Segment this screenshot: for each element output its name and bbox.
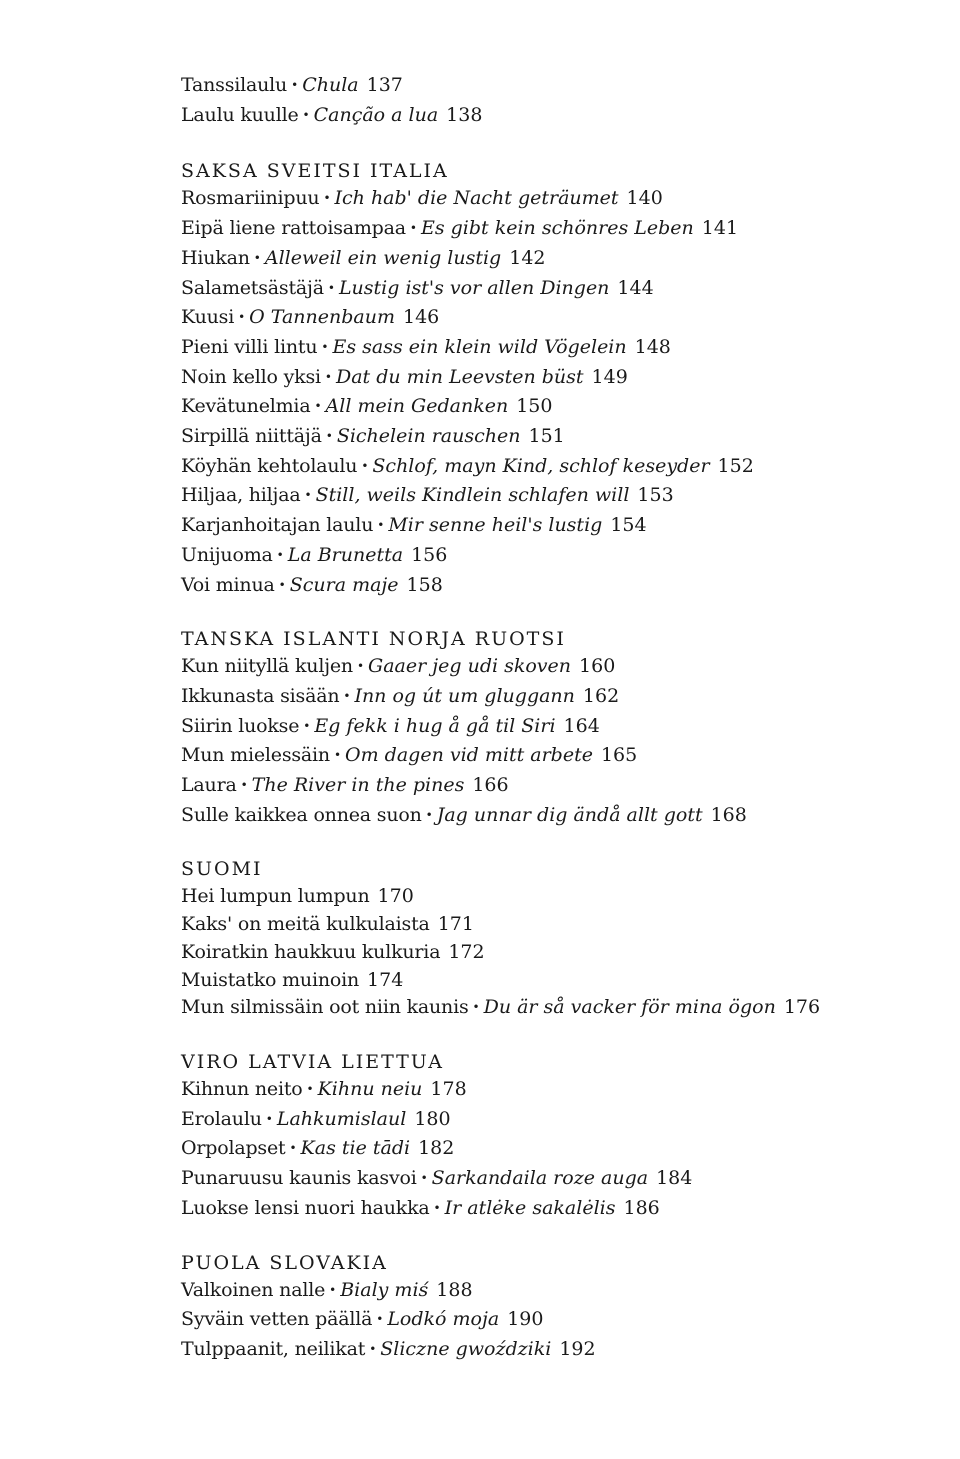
page-number: 168 bbox=[710, 803, 747, 826]
bullet-separator-icon: • bbox=[304, 488, 312, 503]
original-title: Inn og út um gluggann bbox=[354, 684, 575, 707]
toc-entry[interactable] bbox=[181, 72, 921, 102]
original-title: Dat du min Leevsten büst bbox=[335, 365, 584, 388]
page-number: 150 bbox=[516, 395, 553, 418]
toc-section-suomi bbox=[181, 855, 921, 1024]
finnish-title: Kevätunelmia bbox=[181, 395, 311, 418]
bullet-separator-icon: • bbox=[276, 547, 284, 562]
finnish-title: Hiukan bbox=[181, 246, 250, 269]
original-title: Eg fekk i hug å gå til Siri bbox=[314, 714, 556, 737]
original-title: Schlof, mayn Kind, schlof keseyder bbox=[372, 454, 710, 477]
original-title: Lodkó moja bbox=[387, 1308, 500, 1331]
section-heading: SUOMI bbox=[181, 858, 263, 881]
toc-entry[interactable] bbox=[181, 802, 921, 832]
bullet-separator-icon: • bbox=[420, 1171, 428, 1186]
toc-entry[interactable] bbox=[181, 453, 921, 483]
bullet-separator-icon: • bbox=[265, 1111, 273, 1126]
page-number: 192 bbox=[559, 1337, 596, 1360]
page-number: 162 bbox=[582, 684, 620, 707]
bullet-separator-icon: • bbox=[472, 1000, 480, 1015]
page-number: 149 bbox=[591, 365, 628, 388]
toc-entry[interactable] bbox=[181, 102, 921, 132]
toc-entry[interactable] bbox=[181, 304, 921, 334]
bullet-separator-icon: • bbox=[302, 107, 310, 122]
toc-entry[interactable] bbox=[181, 772, 921, 802]
page-number: 164 bbox=[563, 714, 600, 737]
toc-entry[interactable] bbox=[181, 364, 921, 394]
finnish-title: Ikkunasta sisään bbox=[181, 684, 340, 707]
finnish-title: Valkoinen nalle bbox=[181, 1278, 326, 1301]
finnish-title: Köyhän kehtolaulu bbox=[181, 454, 358, 477]
toc-entry[interactable] bbox=[181, 334, 921, 364]
bullet-separator-icon: • bbox=[409, 221, 417, 236]
toc-entry[interactable] bbox=[181, 512, 921, 542]
finnish-title: Salametsästäjä bbox=[181, 276, 324, 299]
toc-entry[interactable] bbox=[181, 967, 921, 995]
original-title: All mein Gedanken bbox=[325, 395, 509, 418]
bullet-separator-icon: • bbox=[321, 339, 329, 354]
finnish-title: Mun mielessäin bbox=[181, 744, 330, 767]
original-title: Ir atlėke sakalėlis bbox=[444, 1196, 616, 1219]
toc-entry[interactable] bbox=[181, 1277, 921, 1307]
toc-entry[interactable] bbox=[181, 185, 921, 215]
toc-entry[interactable] bbox=[181, 275, 921, 305]
bullet-separator-icon: • bbox=[333, 748, 342, 763]
bullet-separator-icon: • bbox=[356, 659, 365, 674]
original-title: La Brunetta bbox=[287, 543, 404, 566]
page-number: 137 bbox=[366, 74, 403, 96]
original-title: Scura maje bbox=[289, 573, 399, 596]
original-title: Sarkandaila roze auga bbox=[431, 1167, 649, 1190]
finnish-title: Sirpillä niittäjä bbox=[181, 425, 322, 448]
section-heading: SAKSA SVEITSI ITALIA bbox=[181, 160, 449, 183]
toc-entry[interactable] bbox=[181, 423, 921, 453]
page-number: 160 bbox=[579, 655, 616, 678]
toc-entry[interactable] bbox=[181, 245, 921, 275]
original-title: Kihnu neiu bbox=[317, 1077, 423, 1100]
page-number: 140 bbox=[626, 187, 663, 210]
section-heading: PUOLA SLOVAKIA bbox=[181, 1251, 388, 1274]
finnish-title: Voi minua bbox=[181, 573, 275, 596]
original-title: Om dagen vid mitt arbete bbox=[345, 744, 593, 767]
toc-entry[interactable] bbox=[181, 542, 921, 572]
original-title: O Tannenbaum bbox=[249, 306, 395, 329]
bullet-separator-icon: • bbox=[327, 280, 335, 295]
original-title: Jag unnar dig ändå allt gott bbox=[436, 803, 703, 826]
original-title: Bialy miś bbox=[340, 1278, 429, 1301]
finnish-title: Tanssilaulu bbox=[181, 74, 288, 96]
toc-entry[interactable] bbox=[181, 1076, 921, 1106]
toc-entry[interactable] bbox=[181, 1336, 921, 1366]
page-number: 176 bbox=[783, 996, 821, 1019]
finnish-title: Kihnun neito bbox=[181, 1077, 303, 1100]
finnish-title: Kaks' on meitä kulkulaista bbox=[181, 913, 430, 936]
bullet-separator-icon: • bbox=[343, 688, 351, 703]
page-number: 144 bbox=[617, 276, 654, 299]
finnish-title: Punaruusu kaunis kasvoi bbox=[181, 1167, 417, 1190]
finnish-title: Eipä liene rattoisampaa bbox=[181, 217, 406, 240]
toc-entry[interactable] bbox=[181, 653, 921, 683]
bullet-separator-icon: • bbox=[361, 458, 369, 473]
bullet-separator-icon: • bbox=[325, 429, 333, 444]
page-number: 188 bbox=[436, 1278, 473, 1301]
page-number: 156 bbox=[411, 543, 448, 566]
finnish-title: Luokse lensi nuori haukka bbox=[181, 1196, 430, 1219]
finnish-title: Tulppaanit, neilikat bbox=[181, 1337, 366, 1360]
bullet-separator-icon: • bbox=[278, 577, 286, 592]
toc-entry[interactable] bbox=[181, 482, 921, 512]
finnish-title: Muistatko muinoin bbox=[181, 968, 360, 991]
finnish-title: Unijuoma bbox=[181, 543, 273, 566]
finnish-title: Kun niityllä kuljen bbox=[181, 655, 353, 678]
toc-entry[interactable] bbox=[181, 1106, 921, 1136]
finnish-title: Siirin luokse bbox=[181, 714, 300, 737]
page-number: 172 bbox=[448, 940, 485, 963]
original-title: The River in the pines bbox=[251, 774, 465, 797]
toc-section-saksa-sveitsi-italia bbox=[181, 157, 921, 601]
finnish-title: Karjanhoitajan laulu bbox=[181, 514, 374, 537]
original-title: Lustig ist's vor allen Dingen bbox=[338, 276, 610, 299]
finnish-title: Hiljaa, hiljaa bbox=[181, 484, 301, 507]
original-title: Chula bbox=[302, 74, 359, 96]
page-number: 153 bbox=[637, 484, 674, 507]
finnish-title: Orpolapset bbox=[181, 1137, 286, 1160]
page-number: 165 bbox=[600, 744, 638, 767]
bullet-separator-icon: • bbox=[291, 78, 299, 92]
bullet-separator-icon: • bbox=[369, 1341, 377, 1356]
finnish-title: Koiratkin haukkuu kulkuria bbox=[181, 940, 441, 963]
bullet-separator-icon: • bbox=[303, 718, 311, 733]
page-number: 174 bbox=[367, 968, 404, 991]
page-number: 186 bbox=[623, 1196, 660, 1219]
bullet-separator-icon: • bbox=[433, 1200, 441, 1215]
original-title: Gaaer jeg udi skoven bbox=[368, 655, 572, 678]
page-number: 158 bbox=[406, 573, 443, 596]
finnish-title: Mun silmissäin oot niin kaunis bbox=[181, 996, 469, 1019]
finnish-title: Pieni villi lintu bbox=[181, 335, 318, 358]
original-title: Alleweil ein wenig lustig bbox=[264, 246, 502, 269]
bullet-separator-icon: • bbox=[240, 778, 248, 793]
original-title: Still, weils Kindlein schlafen will bbox=[315, 484, 630, 507]
original-title: Es gibt kein schönres Leben bbox=[420, 217, 694, 240]
bullet-separator-icon: • bbox=[289, 1141, 297, 1156]
bullet-separator-icon: • bbox=[306, 1081, 314, 1096]
page-number: 151 bbox=[528, 425, 565, 448]
original-title: Mir senne heil's lustig bbox=[388, 514, 603, 537]
bullet-separator-icon: • bbox=[238, 310, 246, 325]
page-number: 142 bbox=[509, 246, 546, 269]
toc-entry[interactable] bbox=[181, 883, 921, 911]
toc-entry[interactable] bbox=[181, 572, 921, 602]
page-number: 180 bbox=[414, 1107, 451, 1130]
original-title: Es sass ein klein wild Vögelein bbox=[332, 335, 627, 358]
toc-entry[interactable] bbox=[181, 911, 921, 939]
table-of-contents bbox=[181, 72, 921, 1390]
bullet-separator-icon: • bbox=[323, 191, 331, 206]
toc-entry[interactable] bbox=[181, 713, 921, 743]
toc-entry[interactable] bbox=[181, 393, 921, 423]
page-number: 190 bbox=[507, 1308, 544, 1331]
toc-entry[interactable] bbox=[181, 215, 921, 245]
finnish-title: Syväin vetten päällä bbox=[181, 1308, 373, 1331]
original-title: Ich hab' die Nacht geträumet bbox=[334, 187, 619, 210]
toc-section-viro-latvia-liettua bbox=[181, 1048, 921, 1225]
bullet-separator-icon: • bbox=[376, 1312, 384, 1327]
page-number: 152 bbox=[717, 454, 754, 477]
section-heading: VIRO LATVIA LIETTUA bbox=[181, 1050, 444, 1073]
page-number: 141 bbox=[701, 217, 739, 240]
bullet-separator-icon: • bbox=[377, 518, 385, 533]
original-title: Sliczne gwoździki bbox=[380, 1337, 552, 1360]
bullet-separator-icon: • bbox=[253, 250, 261, 265]
finnish-title: Laura bbox=[181, 774, 237, 797]
page-number: 148 bbox=[634, 335, 671, 358]
page-number: 154 bbox=[610, 514, 647, 537]
finnish-title: Erolaulu bbox=[181, 1107, 262, 1130]
toc-entry[interactable] bbox=[181, 1135, 921, 1165]
page-number: 170 bbox=[377, 885, 414, 908]
finnish-title: Hei lumpun lumpun bbox=[181, 885, 370, 908]
bullet-separator-icon: • bbox=[329, 1282, 337, 1297]
toc-entry[interactable] bbox=[181, 1195, 921, 1225]
bullet-separator-icon: • bbox=[314, 399, 322, 414]
page-number: 146 bbox=[403, 306, 440, 329]
page-number: 182 bbox=[418, 1137, 455, 1160]
toc-entry[interactable] bbox=[181, 994, 921, 1024]
toc-section-puola-slovakia bbox=[181, 1249, 921, 1366]
finnish-title: Kuusi bbox=[181, 306, 235, 329]
original-title: Sichelein rauschen bbox=[336, 425, 521, 448]
toc-section-intro bbox=[181, 72, 921, 131]
page-number: 184 bbox=[656, 1167, 693, 1190]
page-number: 166 bbox=[472, 774, 509, 797]
page-number: 138 bbox=[446, 103, 483, 126]
bullet-separator-icon: • bbox=[425, 807, 433, 822]
toc-entry[interactable] bbox=[181, 1306, 921, 1336]
page-number: 178 bbox=[430, 1077, 467, 1100]
original-title: Kas tie tādi bbox=[300, 1137, 411, 1160]
section-heading: TANSKA ISLANTI NORJA RUOTSI bbox=[181, 628, 566, 651]
bullet-separator-icon: • bbox=[324, 369, 332, 384]
toc-entry[interactable] bbox=[181, 683, 921, 713]
original-title: Canção a lua bbox=[313, 103, 439, 126]
finnish-title: Rosmariinipuu bbox=[181, 187, 320, 210]
finnish-title: Sulle kaikkea onnea suon bbox=[181, 803, 422, 826]
toc-entry[interactable] bbox=[181, 742, 921, 772]
toc-entry[interactable] bbox=[181, 939, 921, 967]
toc-entry[interactable] bbox=[181, 1165, 921, 1195]
finnish-title: Laulu kuulle bbox=[181, 103, 299, 126]
original-title: Lahkumislaul bbox=[276, 1107, 407, 1130]
original-title: Du är så vacker för mina ögon bbox=[483, 996, 776, 1019]
page-number: 171 bbox=[437, 913, 474, 936]
toc-section-tanska-islanti-norja-ruotsi bbox=[181, 625, 921, 831]
finnish-title: Noin kello yksi bbox=[181, 365, 321, 388]
